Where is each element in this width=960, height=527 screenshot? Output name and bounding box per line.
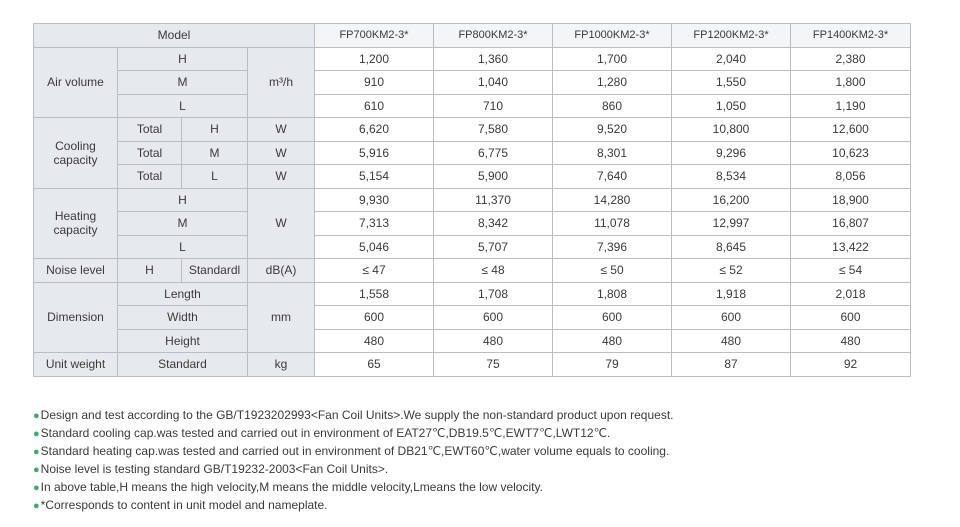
cell: 14,280 bbox=[553, 188, 672, 212]
cell: 2,380 bbox=[791, 47, 911, 71]
cell: 600 bbox=[315, 306, 434, 330]
air-volume-sub: H bbox=[118, 47, 248, 71]
table-row bbox=[34, 235, 911, 259]
cell: 9,296 bbox=[672, 141, 791, 165]
cell: 610 bbox=[315, 94, 434, 118]
header-row bbox=[34, 24, 911, 48]
cell: 16,807 bbox=[791, 212, 911, 236]
heating-label-line2: capacity bbox=[53, 223, 98, 238]
cooling-unit: W bbox=[248, 141, 315, 165]
cell: 2,040 bbox=[672, 47, 791, 71]
cell: 5,154 bbox=[315, 165, 434, 189]
dimension-unit: mm bbox=[248, 282, 315, 353]
heating-label-line1: Heating bbox=[54, 209, 97, 224]
cell: 8,056 bbox=[791, 165, 911, 189]
cell: 5,707 bbox=[434, 235, 553, 259]
cell: 12,997 bbox=[672, 212, 791, 236]
cell: 16,200 bbox=[672, 188, 791, 212]
bullet-dot-icon: ● bbox=[33, 464, 40, 476]
model-name: FP1200KM2-3* bbox=[672, 24, 791, 48]
cell: 1,280 bbox=[553, 71, 672, 95]
cell: 480 bbox=[791, 329, 911, 353]
cell: 7,580 bbox=[434, 118, 553, 142]
cell: 1,700 bbox=[553, 47, 672, 71]
unit-weight-label: Unit weight bbox=[34, 353, 118, 377]
table-row bbox=[34, 71, 911, 95]
note-text: *Corresponds to content in unit model and nameplate. bbox=[40, 498, 328, 512]
cooling-speed: H bbox=[182, 118, 248, 142]
cooling-label-line2: capacity bbox=[53, 152, 98, 167]
note-text: Noise level is testing standard GB/T19232-2003<Fan Coil Units>. bbox=[40, 462, 389, 476]
cooling-unit: W bbox=[248, 118, 315, 142]
cell: 7,396 bbox=[553, 235, 672, 259]
cell: ≤ 50 bbox=[553, 259, 672, 283]
note-item bbox=[33, 407, 674, 425]
air-volume-label: Air volume bbox=[34, 47, 118, 118]
table-row bbox=[34, 353, 911, 377]
table-row bbox=[34, 282, 911, 306]
cell: 910 bbox=[315, 71, 434, 95]
cell: 5,900 bbox=[434, 165, 553, 189]
weight-unit: kg bbox=[248, 353, 315, 377]
cell: 8,301 bbox=[553, 141, 672, 165]
bullet-dot-icon: ● bbox=[33, 482, 40, 494]
heating-sub: M bbox=[118, 212, 248, 236]
cell: 92 bbox=[791, 353, 911, 377]
table-row bbox=[34, 165, 911, 189]
cell: 1,040 bbox=[434, 71, 553, 95]
dimension-sub: Height bbox=[118, 329, 248, 353]
cell: 9,930 bbox=[315, 188, 434, 212]
note-item bbox=[33, 443, 674, 461]
table-row bbox=[34, 329, 911, 353]
cell: 13,422 bbox=[791, 235, 911, 259]
cell: 480 bbox=[315, 329, 434, 353]
cell: 600 bbox=[553, 306, 672, 330]
heating-sub: L bbox=[118, 235, 248, 259]
cooling-speed: L bbox=[182, 165, 248, 189]
cell: 6,775 bbox=[434, 141, 553, 165]
dimension-sub: Length bbox=[118, 282, 248, 306]
cell: 87 bbox=[672, 353, 791, 377]
cell: 710 bbox=[434, 94, 553, 118]
cell: 65 bbox=[315, 353, 434, 377]
note-item bbox=[33, 479, 674, 497]
cell: 10,623 bbox=[791, 141, 911, 165]
air-volume-sub: M bbox=[118, 71, 248, 95]
cell: 11,370 bbox=[434, 188, 553, 212]
cooling-label-line1: Cooling bbox=[55, 138, 96, 153]
cell: 1,050 bbox=[672, 94, 791, 118]
table-row bbox=[34, 188, 911, 212]
model-name: FP1000KM2-3* bbox=[553, 24, 672, 48]
cell: ≤ 52 bbox=[672, 259, 791, 283]
cell: 11,078 bbox=[553, 212, 672, 236]
note-text: Standard heating cap.was tested and carried out in environment of DB21℃,EWT60℃,water volume equals to cooling. bbox=[40, 444, 670, 458]
bullet-dot-icon: ● bbox=[33, 500, 40, 512]
note-text: In above table,H means the high velocity,M means the middle velocity,Lmeans the low velocity. bbox=[40, 480, 543, 494]
heating-sub: H bbox=[118, 188, 248, 212]
spec-table bbox=[33, 23, 911, 377]
cooling-capacity-label bbox=[34, 118, 118, 189]
noise-unit: dB(A) bbox=[248, 259, 315, 283]
table-row bbox=[34, 306, 911, 330]
weight-sub: Standard bbox=[118, 353, 248, 377]
cell: 9,520 bbox=[553, 118, 672, 142]
cell: 480 bbox=[553, 329, 672, 353]
air-volume-unit: m³/h bbox=[248, 47, 315, 118]
cell: 600 bbox=[791, 306, 911, 330]
cell: 860 bbox=[553, 94, 672, 118]
bullet-dot-icon: ● bbox=[33, 428, 40, 440]
note-text: Standard cooling cap.was tested and carried out in environment of EAT27℃,DB19.5℃,EWT7℃,LWT12℃. bbox=[40, 426, 611, 440]
cell: 10,800 bbox=[672, 118, 791, 142]
cell: 600 bbox=[434, 306, 553, 330]
cell: 1,190 bbox=[791, 94, 911, 118]
cell: 18,900 bbox=[791, 188, 911, 212]
noise-speed: H bbox=[118, 259, 182, 283]
cooling-total: Total bbox=[118, 165, 182, 189]
cell: 600 bbox=[672, 306, 791, 330]
table-row bbox=[34, 47, 911, 71]
note-item bbox=[33, 497, 674, 515]
cell: 1,708 bbox=[434, 282, 553, 306]
note-text: Design and test according to the GB/T1923202993<Fan Coil Units>.We supply the non-standard product upon request. bbox=[40, 408, 674, 422]
cell: ≤ 48 bbox=[434, 259, 553, 283]
cooling-total: Total bbox=[118, 118, 182, 142]
cell: 79 bbox=[553, 353, 672, 377]
model-name: FP700KM2-3* bbox=[315, 24, 434, 48]
air-volume-sub: L bbox=[118, 94, 248, 118]
cell: 1,360 bbox=[434, 47, 553, 71]
noise-standard: Standardl bbox=[182, 259, 248, 283]
table-row bbox=[34, 118, 911, 142]
dimension-label: Dimension bbox=[34, 282, 118, 353]
cell: 2,018 bbox=[791, 282, 911, 306]
model-name: FP1400KM2-3* bbox=[791, 24, 911, 48]
bullet-dot-icon: ● bbox=[33, 410, 40, 422]
cell: 480 bbox=[434, 329, 553, 353]
table-row bbox=[34, 259, 911, 283]
dimension-sub: Width bbox=[118, 306, 248, 330]
cell: 7,313 bbox=[315, 212, 434, 236]
cell: 1,918 bbox=[672, 282, 791, 306]
notes-list bbox=[33, 407, 674, 515]
note-item bbox=[33, 425, 674, 443]
cooling-unit: W bbox=[248, 165, 315, 189]
cell: 1,558 bbox=[315, 282, 434, 306]
table-row bbox=[34, 212, 911, 236]
cell: ≤ 47 bbox=[315, 259, 434, 283]
cooling-total: Total bbox=[118, 141, 182, 165]
cell: 480 bbox=[672, 329, 791, 353]
cell: ≤ 54 bbox=[791, 259, 911, 283]
cell: 8,645 bbox=[672, 235, 791, 259]
cell: 5,046 bbox=[315, 235, 434, 259]
cell: 6,620 bbox=[315, 118, 434, 142]
cell: 12,600 bbox=[791, 118, 911, 142]
cell: 1,800 bbox=[791, 71, 911, 95]
table-row bbox=[34, 141, 911, 165]
note-item bbox=[33, 461, 674, 479]
cell: 1,200 bbox=[315, 47, 434, 71]
table-row bbox=[34, 94, 911, 118]
heating-capacity-label bbox=[34, 188, 118, 259]
cell: 1,808 bbox=[553, 282, 672, 306]
model-header: Model bbox=[34, 24, 315, 48]
cell: 8,342 bbox=[434, 212, 553, 236]
bullet-dot-icon: ● bbox=[33, 446, 40, 458]
cell: 7,640 bbox=[553, 165, 672, 189]
noise-level-label: Noise level bbox=[34, 259, 118, 283]
cell: 1,550 bbox=[672, 71, 791, 95]
cooling-speed: M bbox=[182, 141, 248, 165]
cell: 8,534 bbox=[672, 165, 791, 189]
model-name: FP800KM2-3* bbox=[434, 24, 553, 48]
cell: 75 bbox=[434, 353, 553, 377]
heating-unit: W bbox=[248, 188, 315, 259]
cell: 5,916 bbox=[315, 141, 434, 165]
